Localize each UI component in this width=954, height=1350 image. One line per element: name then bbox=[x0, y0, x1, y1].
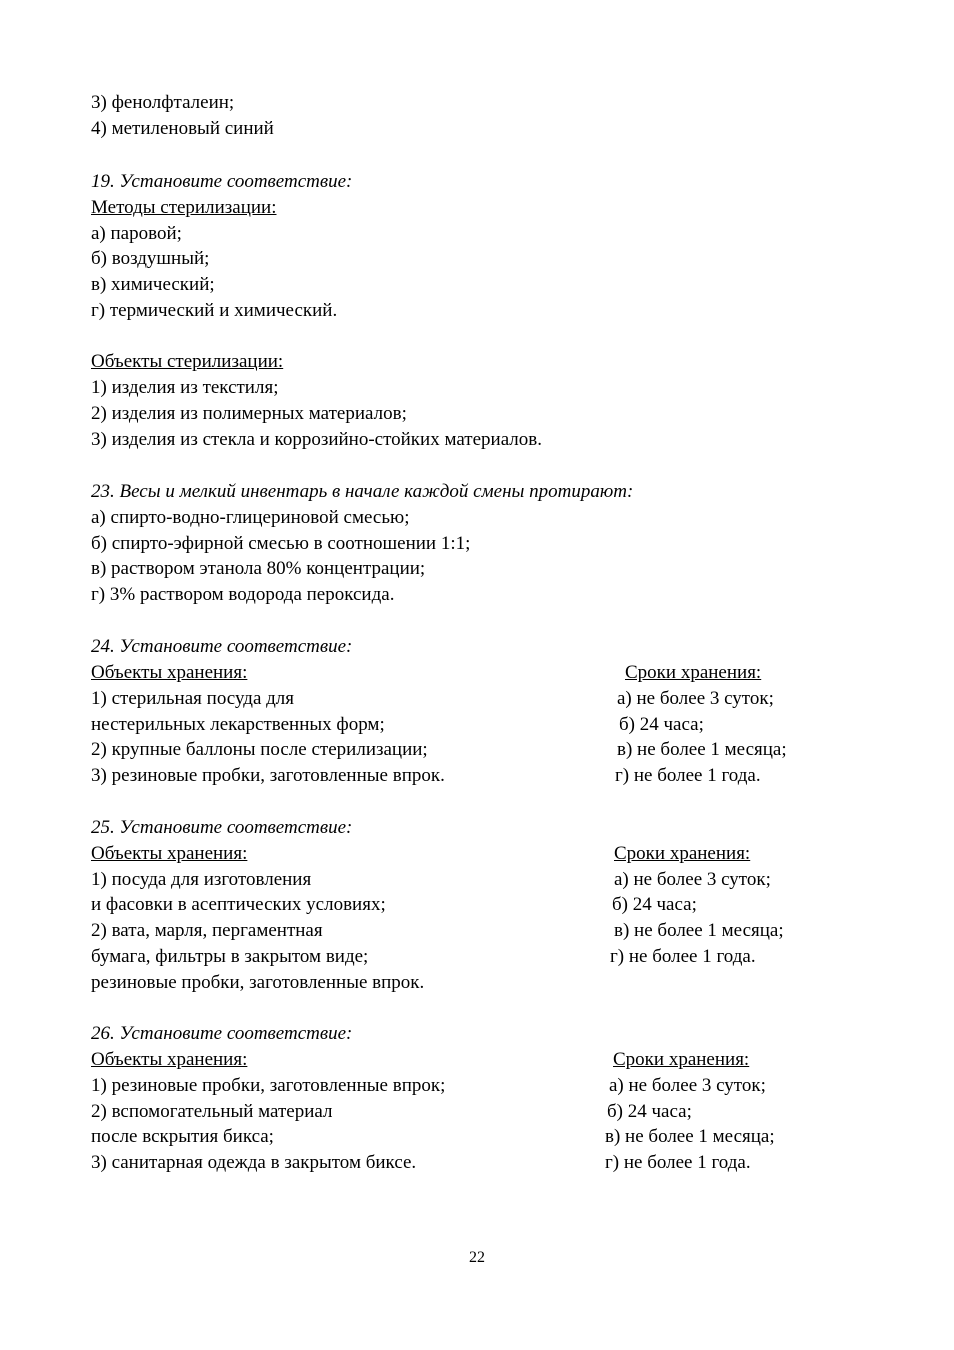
q25-right-header: Сроки хранения: bbox=[614, 843, 751, 864]
q25-left-header: Объекты хранения: bbox=[91, 843, 248, 864]
q26-left-header: Объекты хранения: bbox=[91, 1049, 248, 1070]
q24-right-header: Сроки хранения: bbox=[625, 662, 762, 683]
q25-left-1: 1) посуда для изготовления bbox=[91, 869, 312, 890]
q19-method-a: а) паровой; bbox=[91, 223, 182, 244]
q24-right-b: б) 24 часа; bbox=[619, 714, 704, 735]
q26-right-a: а) не более 3 суток; bbox=[609, 1075, 766, 1096]
q25-right-c: в) не более 1 месяца; bbox=[614, 920, 784, 941]
q19-object-1: 1) изделия из текстиля; bbox=[91, 377, 279, 398]
q24-left-3: 2) крупные баллоны после стерилизации; bbox=[91, 739, 428, 760]
q24-left-1: 1) стерильная посуда для bbox=[91, 688, 295, 709]
q19-method-b: б) воздушный; bbox=[91, 248, 210, 269]
q19-object-2: 2) изделия из полимерных материалов; bbox=[91, 403, 407, 424]
q25-left-5: резиновые пробки, заготовленные впрок. bbox=[91, 972, 425, 993]
q24-left-4: 3) резиновые пробки, заготовленные впрок. bbox=[91, 765, 445, 786]
q25-left-4: бумага, фильтры в закрытом виде; bbox=[91, 946, 369, 967]
q26-right-b: б) 24 часа; bbox=[607, 1101, 692, 1122]
q18-option-3: 3) фенолфталеин; bbox=[91, 92, 235, 113]
q26-title: 26. Установите соответствие: bbox=[91, 1023, 353, 1044]
q25-left-3: 2) вата, марля, пергаментная bbox=[91, 920, 323, 941]
q24-left-2: нестерильных лекарственных форм; bbox=[91, 714, 385, 735]
q26-right-d: г) не более 1 года. bbox=[605, 1152, 751, 1173]
q24-title: 24. Установите соответствие: bbox=[91, 636, 353, 657]
q19-method-d: г) термический и химический. bbox=[91, 300, 338, 321]
q25-right-d: г) не более 1 года. bbox=[610, 946, 756, 967]
q19-method-c: в) химический; bbox=[91, 274, 215, 295]
q26-left-2: 2) вспомогательный материал bbox=[91, 1101, 333, 1122]
q19-methods-header: Методы стерилизации: bbox=[91, 197, 277, 218]
q26-left-1: 1) резиновые пробки, заготовленные впрок; bbox=[91, 1075, 446, 1096]
q19-object-3: 3) изделия из стекла и коррозийно-стойких материалов. bbox=[91, 429, 542, 450]
q23-option-d: г) 3% раствором водорода пероксида. bbox=[91, 584, 395, 605]
q25-right-b: б) 24 часа; bbox=[612, 894, 697, 915]
q26-right-header: Сроки хранения: bbox=[613, 1049, 750, 1070]
q23-option-a: а) спирто-водно-глицериновой смесью; bbox=[91, 507, 410, 528]
q23-option-c: в) раствором этанола 80% концентрации; bbox=[91, 558, 426, 579]
q24-right-d: г) не более 1 года. bbox=[615, 765, 761, 786]
q26-left-3: после вскрытия бикса; bbox=[91, 1126, 274, 1147]
q25-right-a: а) не более 3 суток; bbox=[614, 869, 771, 890]
q24-right-a: а) не более 3 суток; bbox=[617, 688, 774, 709]
q25-title: 25. Установите соответствие: bbox=[91, 817, 353, 838]
page-number: 22 bbox=[469, 1249, 485, 1266]
q23-title: 23. Весы и мелкий инвентарь в начале каждой смены протирают: bbox=[91, 481, 634, 502]
q24-left-header: Объекты хранения: bbox=[91, 662, 248, 683]
q24-right-c: в) не более 1 месяца; bbox=[617, 739, 787, 760]
q26-left-4: 3) санитарная одежда в закрытом биксе. bbox=[91, 1152, 417, 1173]
q25-left-2: и фасовки в асептических условиях; bbox=[91, 894, 386, 915]
q23-option-b: б) спирто-эфирной смесью в соотношении 1:1; bbox=[91, 533, 471, 554]
q18-option-4: 4) метиленовый синий bbox=[91, 118, 274, 139]
q26-right-c: в) не более 1 месяца; bbox=[605, 1126, 775, 1147]
q19-title: 19. Установите соответствие: bbox=[91, 171, 353, 192]
q19-objects-header: Объекты стерилизации: bbox=[91, 351, 284, 372]
